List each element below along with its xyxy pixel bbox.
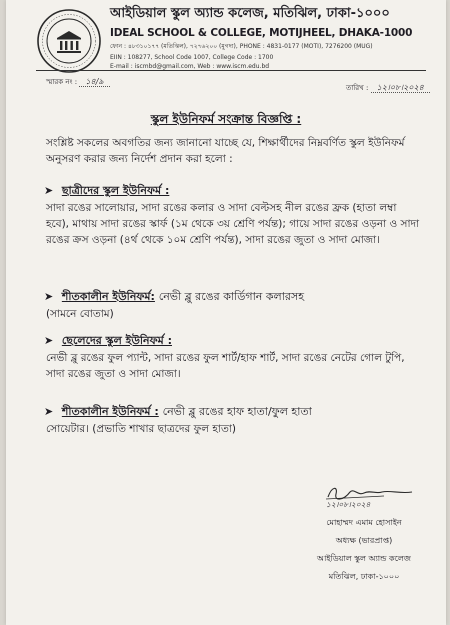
signatory-block (294, 514, 434, 586)
reference-number (46, 76, 110, 89)
boys-section-heading (44, 332, 172, 351)
institution-name-en: IDEAL SCHOOL & COLLEGE, MOTIJHEEL, DHAKA-1000 (110, 27, 413, 39)
girls-winter-uniform (44, 288, 304, 307)
school-seal-icon (36, 8, 102, 74)
institution-name-bn: আইডিয়াল স্কুল অ্যান্ড কলেজ, মতিঝিল, ঢাকা-১০০০ (110, 6, 390, 21)
notice-title: স্কুল ইউনিফর্ম সংক্রান্ত বিজ্ঞপ্তি : (150, 112, 302, 126)
reference-value: ১৪/৯ (79, 77, 109, 87)
boys-heading-text: ছেলেদের স্কুল ইউনিফর্ম : (61, 334, 172, 347)
boys-winter-text-cont: সোয়েটার। (প্রভাতি শাখার ছাত্রদের ফুল হাতা) (46, 423, 236, 435)
phone-line: ফোন : ৪৮৩১০১৭৭ (মতিঝিল), ৭২৭৬২০০ (মুগদা), PHONE : 4831-0177 (MOTI), 7276200 (MUG) (110, 43, 373, 50)
girls-winter-label: শীতকালীন ইউনিফর্ম: (61, 290, 155, 303)
letterhead (110, 4, 440, 70)
date-value: ১২।০৮।২০২৪ (371, 83, 430, 93)
girls-uniform-body: সাদা রঙের সালোয়ার, সাদা রঙের কলার ও সাদা বেল্টসহ নীল রঙের ফ্রক (হাতা লম্বা হবে), মাথায় সাদা রঙের স্কার্ফ (১ম থেকে ৩য় শ্রেণি পর্যন্ত); গায়ে সাদা রঙের ওড়না ও সাদা রঙের ক্রস ওড়না (৪র্থ থেকে ১০ম শ্রেণি পর্যন্ত), সাদা রঙের জুতা ও সাদা মোজা। (46, 202, 420, 246)
notice-sheet (6, 0, 446, 625)
date-label: তারিখ : (346, 84, 369, 92)
notice-date (346, 82, 430, 95)
signature-date: ১২।০৮।২০২৪ (326, 500, 371, 509)
arrow-bullet-icon: ➤ (44, 184, 54, 197)
header-divider (36, 70, 426, 71)
girls-winter-text: নেভী ব্লু রঙের কার্ডিগান কলারসহ (158, 290, 304, 303)
girls-heading-text: ছাত্রীদের স্কুল ইউনিফর্ম : (61, 184, 170, 197)
reference-label: স্মারক নং : (46, 78, 78, 86)
signatory-institution: আইডিয়াল স্কুল অ্যান্ড কলেজ (317, 554, 411, 563)
girls-section-heading (44, 182, 169, 201)
boys-winter-label: শীতকালীন ইউনিফর্ম : (61, 405, 159, 418)
arrow-bullet-icon: ➤ (44, 405, 54, 418)
boys-winter-uniform (44, 403, 312, 422)
signatory-designation: অধ্যক্ষ (ভারপ্রাপ্ত) (335, 536, 393, 545)
girls-winter-text-cont: (সামনে বোতাম) (46, 308, 114, 320)
signatory-name: মোহাম্মদ এমাম হোসাইন (326, 518, 402, 527)
intro-paragraph: সংশ্লিষ্ট সকলের অবগতির জন্য জানানো যাচ্ছে যে, শিক্ষার্থীদের নিম্নবর্ণিত স্কুল ইউনিফর্ম অনুসরণ করার জন্য নির্দেশ প্রদান করা হলো : (46, 137, 405, 165)
arrow-bullet-icon: ➤ (44, 290, 54, 303)
signatory-address: মতিঝিল, ঢাকা-১০০০ (328, 572, 400, 581)
boys-winter-text: নেভী ব্লু রঙের হাফ হাতা/ফুল হাতা (162, 405, 312, 418)
web-line: E-mail : iscmbd@gmail.com, Web : www.iscm.edu.bd (110, 63, 270, 70)
arrow-bullet-icon: ➤ (44, 334, 54, 347)
boys-uniform-body: নেভী ব্লু রঙের ফুল প্যান্ট, সাদা রঙের ফুল শার্ট/হাফ শার্ট, সাদা রঙের নেটের গোল টুপি, সাদা রঙের জুতা ও সাদা মোজা। (46, 352, 405, 380)
eiin-line: EIIN : 108277, School Code 1007, College Code : 1700 (110, 54, 274, 61)
